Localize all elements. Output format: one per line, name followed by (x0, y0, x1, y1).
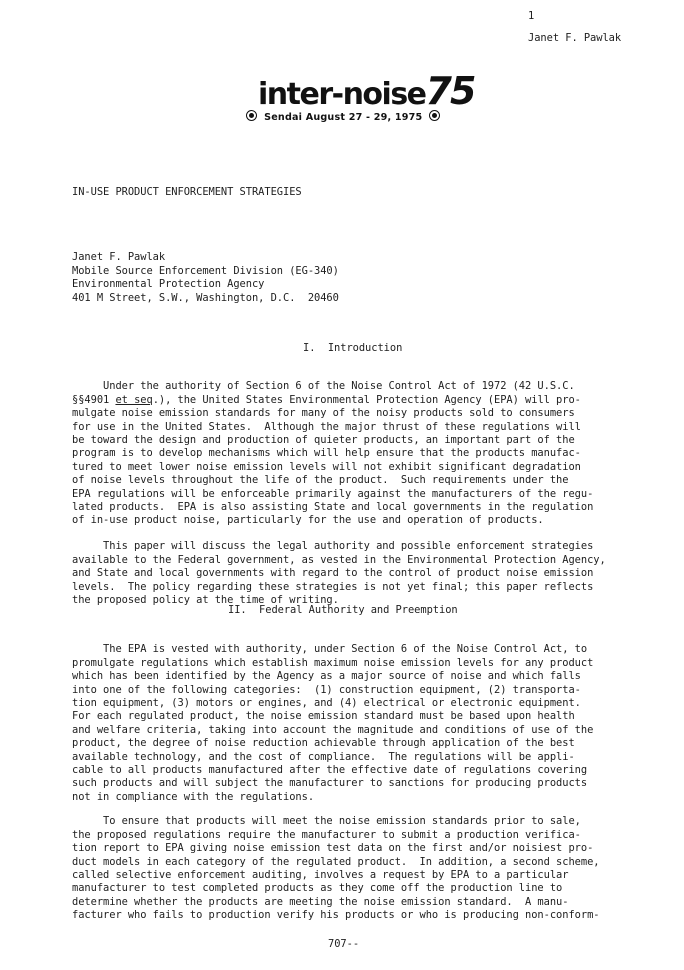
text-line: To ensure that products will meet the noise emission standards prior to sale, (72, 815, 581, 828)
section-heading: I. Introduction (303, 342, 403, 354)
text-line: tured to meet lower noise emission levels will not exhibit significant degradation (72, 460, 581, 473)
text-line: This paper will discuss the legal authority and possible enforcement strategies (72, 540, 594, 553)
text-line: Under the authority of Section 6 of the Noise Control Act of 1972 (42 U.S.C. (72, 380, 575, 393)
text-line: facturer who fails to production verify his products or who is producing non-conform- (72, 909, 600, 922)
author-agency: Environmental Protection Agency (72, 278, 265, 291)
text-line: not in compliance with the regulations. (72, 790, 315, 803)
author-address: 401 M Street, S.W., Washington, D.C. 20460 (72, 291, 339, 304)
text-line: the proposed regulations require the manufacturer to submit a production verifica- (72, 828, 581, 841)
author-block (72, 238, 339, 318)
text-line: such products and will subject the manufacturer to sanctions for producing products (72, 777, 588, 790)
text-line: of in-use product noise, particularly for the use and operation of products. (72, 514, 544, 527)
logo-word: inter-noise (258, 77, 426, 112)
text-line: of noise levels throughout the life of the product. Such requirements under the (72, 474, 569, 487)
text-line: promulgate regulations which establish maximum noise emission levels for any product (72, 656, 594, 669)
paragraph (72, 802, 600, 936)
text-line: EPA regulations will be enforceable primarily against the manufacturers of the regu- (72, 487, 594, 500)
page-number: 1 (528, 10, 535, 22)
text-line: tion equipment, (3) motors or engines, and (4) electrical or electronic equipment. (72, 697, 581, 710)
text-line: which has been identified by the Agency as a major source of noise and which falls (72, 670, 581, 683)
text-line: the proposed policy at the time of writing. (72, 594, 339, 607)
underlined-term: et seq (115, 393, 153, 406)
text-line: product, the degree of noise reduction achievable through application of the best (72, 737, 575, 750)
running-author: Janet F. Pawlak (528, 32, 622, 44)
author-name: Janet F. Pawlak (72, 251, 166, 264)
paper-title: IN-USE PRODUCT ENFORCEMENT STRATEGIES (72, 186, 302, 198)
text-line: available to the Federal government, as vested in the Environmental Protection Agency, (72, 553, 606, 566)
author-division: Mobile Source Enforcement Division (EG-340) (72, 264, 339, 277)
text-line: into one of the following categories: (1) construction equipment, (2) transporta- (72, 683, 581, 696)
footer-page-number: 707-- (328, 938, 360, 950)
logo-subtitle-text: Sendai August 27 - 29, 1975 (264, 112, 423, 123)
text-line: tion report to EPA giving noise emission test data on the first and/or noisiest pro- (72, 842, 594, 855)
paragraph (72, 367, 593, 541)
text-line: for use in the United States. Although the major thrust of these regulations will (72, 420, 581, 433)
text-line: called selective enforcement auditing, involves a request by EPA to a particular (72, 869, 569, 882)
text-line: and State and local governments with regard to the control of product noise emission (72, 567, 594, 580)
text-line: duct models in each category of the regulated product. In addition, a second scheme, (72, 855, 600, 868)
text-line: program is to develop mechanisms which will help ensure that the products manufac- (72, 447, 581, 460)
text-line: §§4901 et seq.), the United States Environmental Protection Agency (EPA) will pro- (72, 393, 581, 406)
text-line: For each regulated product, the noise emission standard must be based upon health (72, 710, 575, 723)
conference-logo (258, 69, 475, 113)
logo-number: 75 (425, 69, 475, 113)
section-heading: II. Federal Authority and Preemption (228, 604, 458, 616)
text-line: manufacturer to test completed products as they come off the production line to (72, 882, 563, 895)
text-line: and welfare criteria, taking into account the magnitude and conditions of use of the (72, 723, 594, 736)
logo-subtitle (246, 110, 440, 124)
text-line: be toward the design and production of quieter products, an important part of the (72, 434, 575, 447)
text-line: determine whether the products are meeting the noise emission standard. A manu- (72, 895, 569, 908)
paragraph (72, 630, 593, 818)
text-line: The EPA is vested with authority, under Section 6 of the Noise Control Act, to (72, 643, 588, 656)
text-line: levels. The policy regarding these strategies is not yet final; this paper reflects (72, 580, 594, 593)
text-line: mulgate noise emission standards for many of the noisy products sold to consumers (72, 407, 575, 420)
text-line: cable to all products manufactured after the effective date of regulations covering (72, 764, 588, 777)
text-line: lated products. EPA is also assisting State and local governments in the regulation (72, 501, 594, 514)
text-line: available technology, and the cost of compliance. The regulations will be appli- (72, 750, 575, 763)
crest-icon (246, 110, 257, 121)
crest-icon (429, 110, 440, 121)
